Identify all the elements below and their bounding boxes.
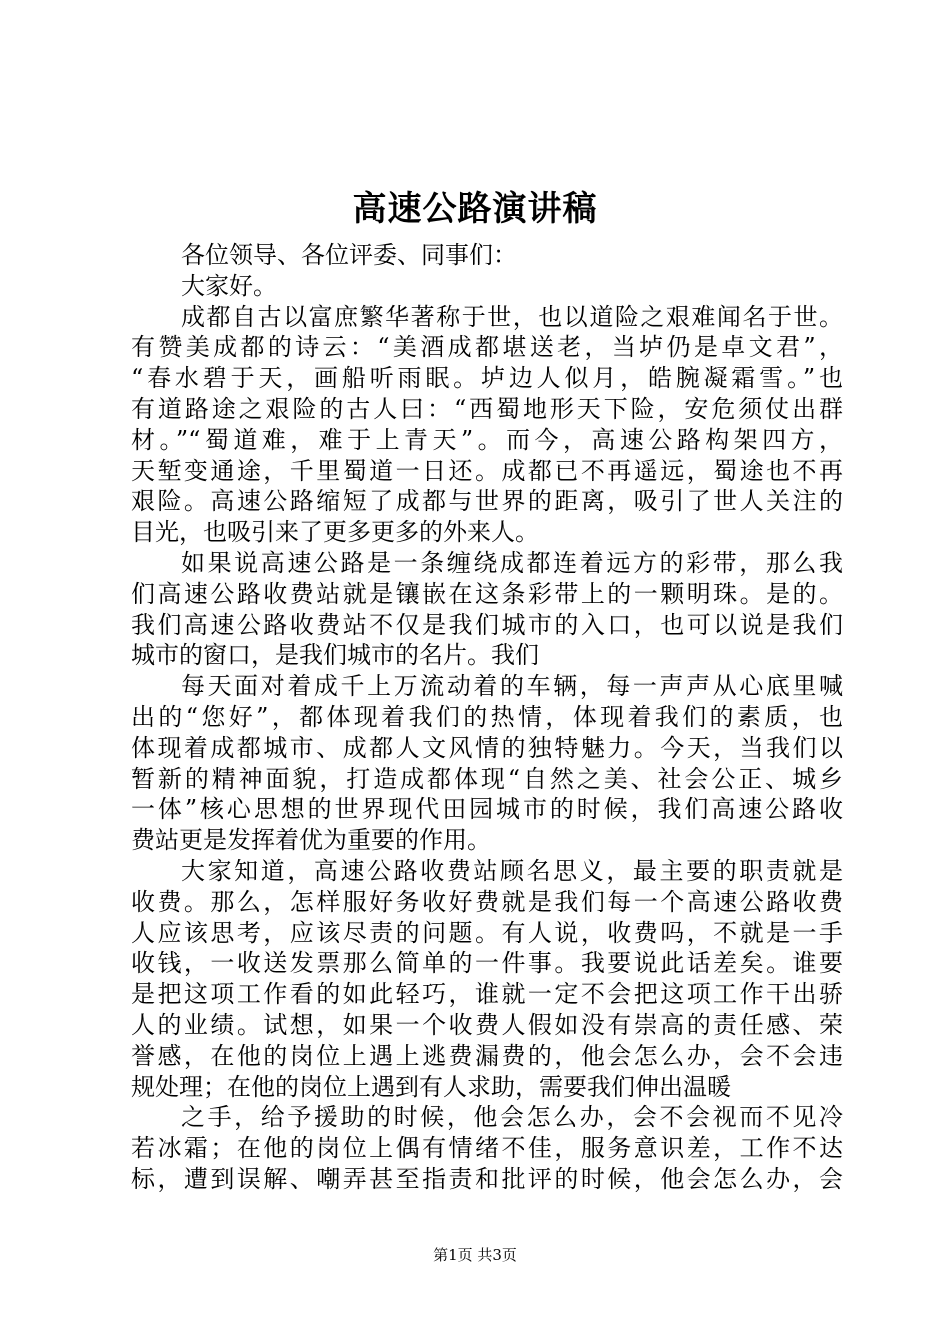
text-line: 们高速公路收费站就是镶嵌在这条彩带上的一颗明珠。是的。 bbox=[131, 579, 843, 608]
text-line: 有道路途之艰险的古人曰：“西蜀地形天下险，安危须仗出群 bbox=[131, 394, 843, 423]
text-line: 目光，也吸引来了更多更多的外来人。 bbox=[131, 518, 539, 547]
text-line: 艰险。高速公路缩短了成都与世界的距离，吸引了世人关注的 bbox=[131, 487, 843, 516]
text-line: 暂新的精神面貌，打造成都体现“自然之美、社会公正、城乡 bbox=[131, 764, 843, 793]
text-line: 人应该思考，应该尽责的问题。有人说，收费吗，不就是一手 bbox=[131, 918, 843, 947]
text-line: 各位领导、各位评委、同事们： bbox=[181, 241, 517, 269]
text-line: 有赞美成都的诗云：“美酒成都堪送老，当垆仍是卓文君”， bbox=[131, 333, 843, 362]
text-line: 标，遭到误解、嘲弄甚至指责和批评的时候，他会怎么办，会 bbox=[131, 1164, 843, 1193]
text-line: 收费。那么，怎样服好务收好费就是我们每一个高速公路收费 bbox=[131, 887, 843, 916]
text-line: 体现着成都城市、成都人文风情的独特魅力。今天，当我们以 bbox=[131, 733, 843, 762]
text-line: 成都自古以富庶繁华著称于世，也以道险之艰难闻名于世。 bbox=[181, 302, 843, 331]
text-line: 大家知道，高速公路收费站顾名思义，最主要的职责就是 bbox=[181, 856, 843, 885]
text-line: 大家好。 bbox=[181, 271, 277, 300]
page-footer: 第1页 共3页 bbox=[433, 1246, 517, 1264]
text-line: 一体”核心思想的世界现代田园城市的时候，我们高速公路收 bbox=[131, 795, 843, 824]
text-line: 人的业绩。试想，如果一个收费人假如没有崇高的责任感、荣 bbox=[131, 1010, 843, 1039]
text-line: 我们高速公路收费站不仅是我们城市的入口，也可以说是我们 bbox=[131, 610, 843, 639]
text-line: 天堑变通途，千里蜀道一日还。成都已不再遥远，蜀途也不再 bbox=[131, 456, 843, 485]
text-line: 若冰霜；在他的岗位上偶有情绪不佳，服务意识差，工作不达 bbox=[131, 1134, 843, 1163]
text-line: 收钱，一收送发票那么简单的一件事。我要说此话差矣。谁要 bbox=[131, 949, 843, 978]
text-line: “春水碧于天，画船听雨眠。垆边人似月，皓腕凝霜雪。”也 bbox=[131, 364, 843, 393]
text-line: 如果说高速公路是一条缠绕成都连着远方的彩带，那么我 bbox=[181, 548, 843, 577]
document-body bbox=[131, 240, 843, 1195]
text-line: 费站更是发挥着优为重要的作用。 bbox=[131, 826, 491, 855]
text-line: 每天面对着成千上万流动着的车辆，每一声声从心底里喊 bbox=[181, 672, 843, 701]
text-line: 是把这项工作看的如此轻巧，谁就一定不会把这项工作干出骄 bbox=[131, 980, 843, 1009]
text-line: 之手，给予援助的时候，他会怎么办，会不会视而不见冷 bbox=[181, 1103, 843, 1132]
text-line: 出的“您好”，都体现着我们的热情，体现着我们的素质，也 bbox=[131, 702, 843, 731]
text-line: 誉感，在他的岗位上遇上逃费漏费的，他会怎么办，会不会违 bbox=[131, 1041, 843, 1070]
text-line: 材。”“蜀道难，难于上青天”。而今，高速公路构架四方， bbox=[131, 425, 843, 454]
text-line: 城市的窗口，是我们城市的名片。我们 bbox=[131, 641, 539, 670]
text-line: 规处理；在他的岗位上遇到有人求助，需要我们伸出温暖 bbox=[131, 1072, 731, 1101]
document-title: 高速公路演讲稿 bbox=[352, 189, 598, 229]
